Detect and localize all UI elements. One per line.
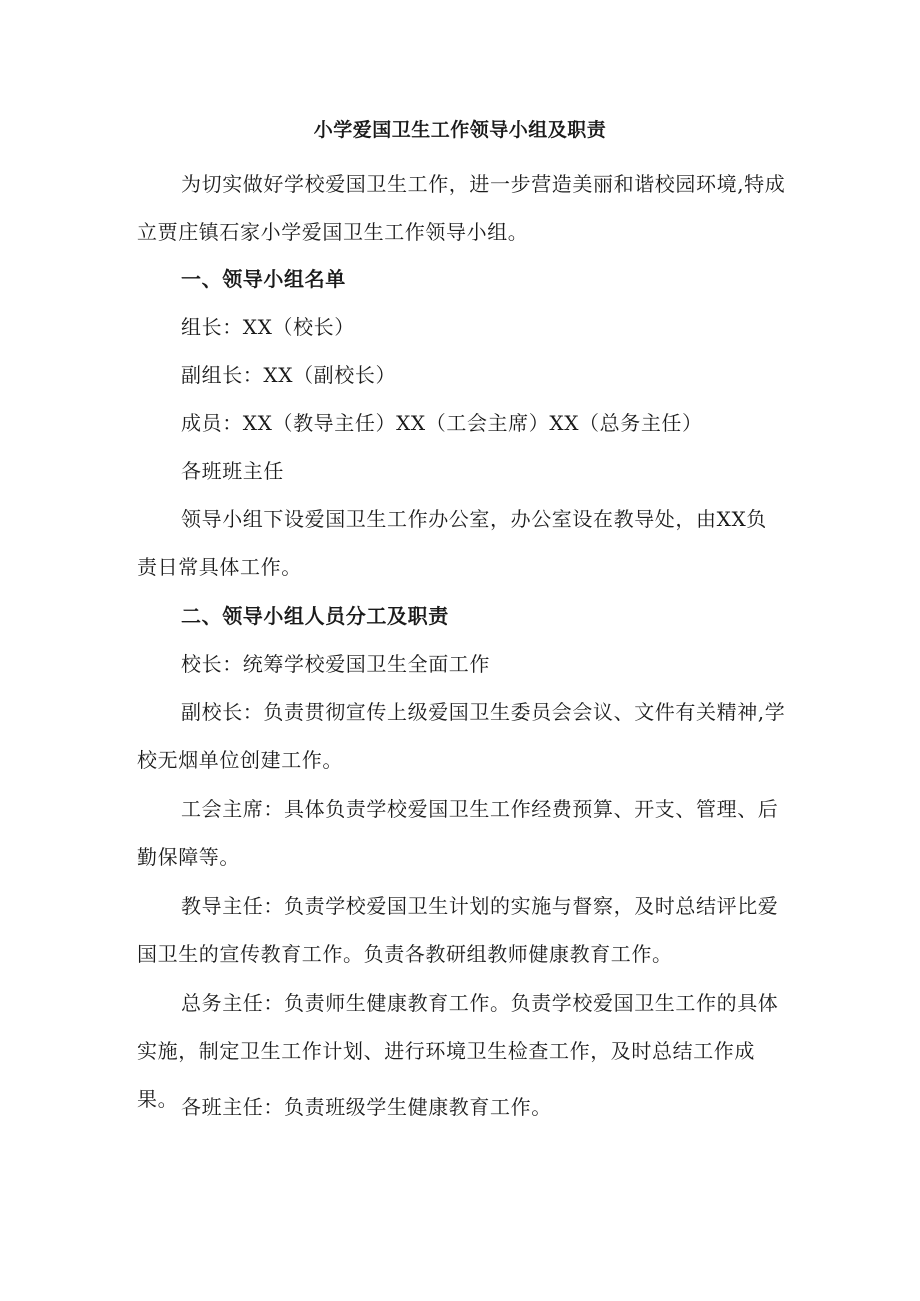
office-paragraph: 领导小组下设爱国卫生工作办公室，办公室设在教导处，由XX负责日常具体工作。 — [137, 507, 767, 579]
duty-vice-principal: 副校长：负责贯彻宣传上级爱国卫生委员会会议、文件有关精神,学校无烟单位创建工作。 — [137, 700, 786, 772]
members-line: 成员：XX（教导主任）XX（工会主席）XX（总务主任） — [181, 411, 703, 435]
duty-union-chair: 工会主席：具体负责学校爱国卫生工作经费预算、开支、管理、后勤保障等。 — [137, 797, 779, 869]
duty-academic-director: 教导主任：负责学校爱国卫生计划的实施与督察，及时总结评比爱国卫生的宣传教育工作。负责各教研组教师健康教育工作。 — [137, 894, 779, 966]
duty-principal: 校长：统筹学校爱国卫生全面工作 — [181, 652, 490, 676]
class-teachers-line: 各班班主任 — [181, 459, 284, 483]
duty-general-affairs: 总务主任：负责师生健康教育工作。负责学校爱国卫生工作的具体实施，制定卫生工作计划、进行环境卫生检查工作，及时总结工作成果。 — [137, 991, 779, 1111]
section1-heading: 一、领导小组名单 — [181, 267, 346, 291]
section2-heading: 二、领导小组人员分工及职责 — [181, 604, 449, 628]
document-title: 小学爱国卫生工作领导小组及职责 — [313, 119, 607, 141]
duty-class-teachers: 各班主任：负责班级学生健康教育工作。 — [181, 1095, 552, 1119]
intro-paragraph: 为切实做好学校爱国卫生工作，进一步营造美丽和谐校园环境,特成立贾庄镇石家小学爱国卫生工作领导小组。 — [137, 172, 786, 244]
leader-line: 组长：XX（校长） — [181, 315, 355, 339]
deputy-leader-line: 副组长：XX（副校长） — [181, 363, 397, 387]
